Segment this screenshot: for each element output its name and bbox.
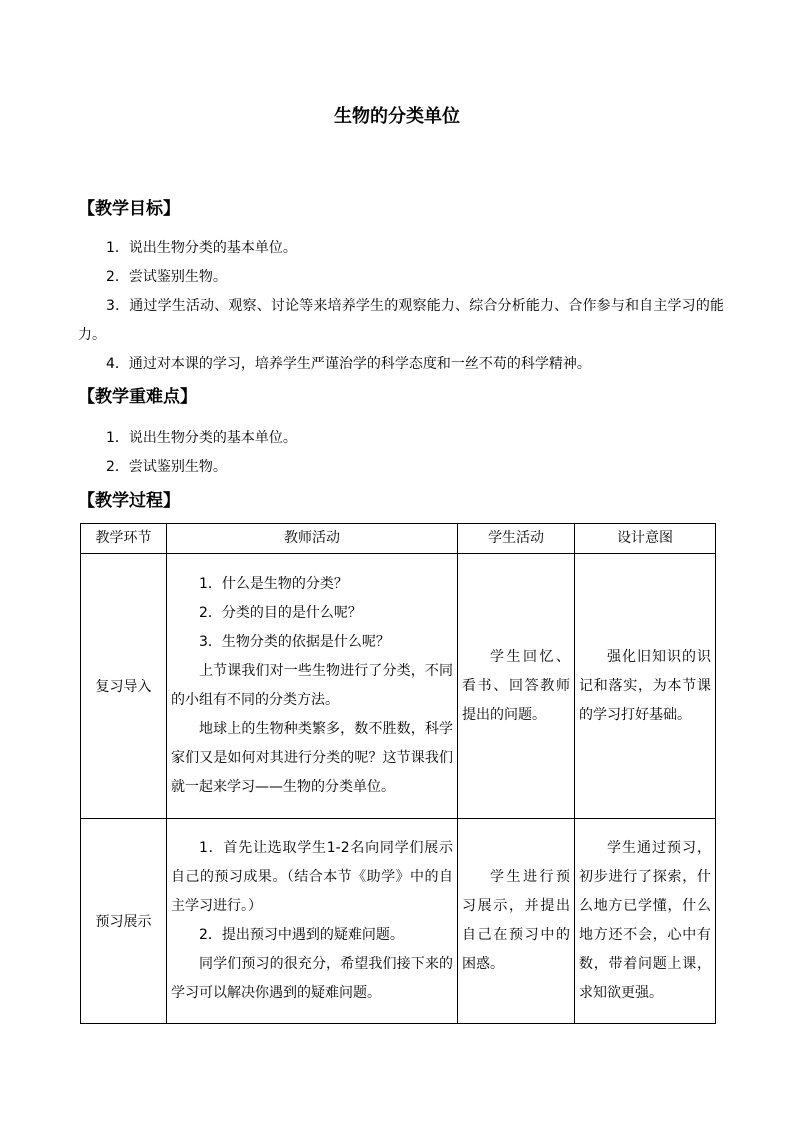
key-points-heading: 【教学重难点】	[78, 387, 197, 407]
table-row	[81, 554, 716, 819]
teacher-activity-cell	[167, 554, 458, 819]
design-intent-cell	[575, 554, 716, 819]
teacher-line: 1．什么是生物的分类？	[199, 576, 348, 592]
teacher-line: 上节课我们对一些生物进行了分类，不同的小组有不同的分类方法。	[171, 663, 453, 708]
stage-cell: 复习导入	[81, 554, 167, 819]
header-stage: 教学环节	[81, 524, 167, 554]
process-heading: 【教学过程】	[78, 491, 180, 511]
teacher-line: 2．提出预习中遇到的疑难问题。	[199, 927, 404, 943]
table-row	[81, 819, 716, 1024]
objectives-heading: 【教学目标】	[78, 199, 180, 219]
design-intent-text: 强化旧知识的识记和落实，为本节课的学习打好基础。	[579, 648, 711, 723]
objective-item-1: 1．说出生物分类的基本单位。	[106, 240, 297, 256]
teacher-line: 同学们预习的很充分，希望我们接下来的学习可以解决你遇到的疑难问题。	[171, 956, 453, 1001]
header-intent: 设计意图	[575, 524, 716, 554]
student-activity-cell	[458, 819, 575, 1024]
teacher-line: 1．首先让选取学生1-2名向同学们展示自己的预习成果。（结合本节《助学》中的自主学习进行。）	[171, 840, 453, 914]
teaching-process-table	[80, 523, 716, 1024]
objective-item-2: 2．尝试鉴别生物。	[106, 269, 227, 285]
key-point-item-1: 1．说出生物分类的基本单位。	[106, 430, 297, 446]
student-activity-text: 学生回忆、看书、回答教师提出的问题。	[462, 648, 570, 723]
design-intent-cell	[575, 819, 716, 1024]
teacher-line: 地球上的生物种类繁多，数不胜数，科学家们又是如何对其进行分类的呢？这节课我们就一起来学习——生物的分类单位。	[171, 721, 453, 795]
design-intent-text: 学生通过预习，初步进行了探索，什么地方已学懂，什么地方还不会，心中有数，带着问题上课，求知欲更强。	[579, 840, 711, 1001]
key-point-item-2: 2．尝试鉴别生物。	[106, 459, 227, 475]
objective-item-4: 4．通过对本课的学习，培养学生严谨治学的科学态度和一丝不苟的科学精神。	[106, 356, 591, 372]
table-header-row	[81, 524, 716, 554]
teacher-activity-cell	[167, 819, 458, 1024]
objective-item-3: 3．通过学生活动、观察、讨论等来培养学生的观察能力、综合分析能力、合作参与和自主学习的能力。	[78, 298, 724, 343]
page-title: 生物的分类单位	[334, 106, 460, 127]
header-teacher: 教师活动	[167, 524, 458, 554]
student-activity-cell	[458, 554, 575, 819]
student-activity-text: 学生进行预习展示，并提出自己在预习中的困惑。	[462, 869, 570, 972]
header-student: 学生活动	[458, 524, 575, 554]
teacher-line: 3．生物分类的依据是什么呢？	[199, 634, 390, 650]
teacher-line: 2．分类的目的是什么呢？	[199, 605, 362, 621]
stage-cell: 预习展示	[81, 819, 167, 1024]
